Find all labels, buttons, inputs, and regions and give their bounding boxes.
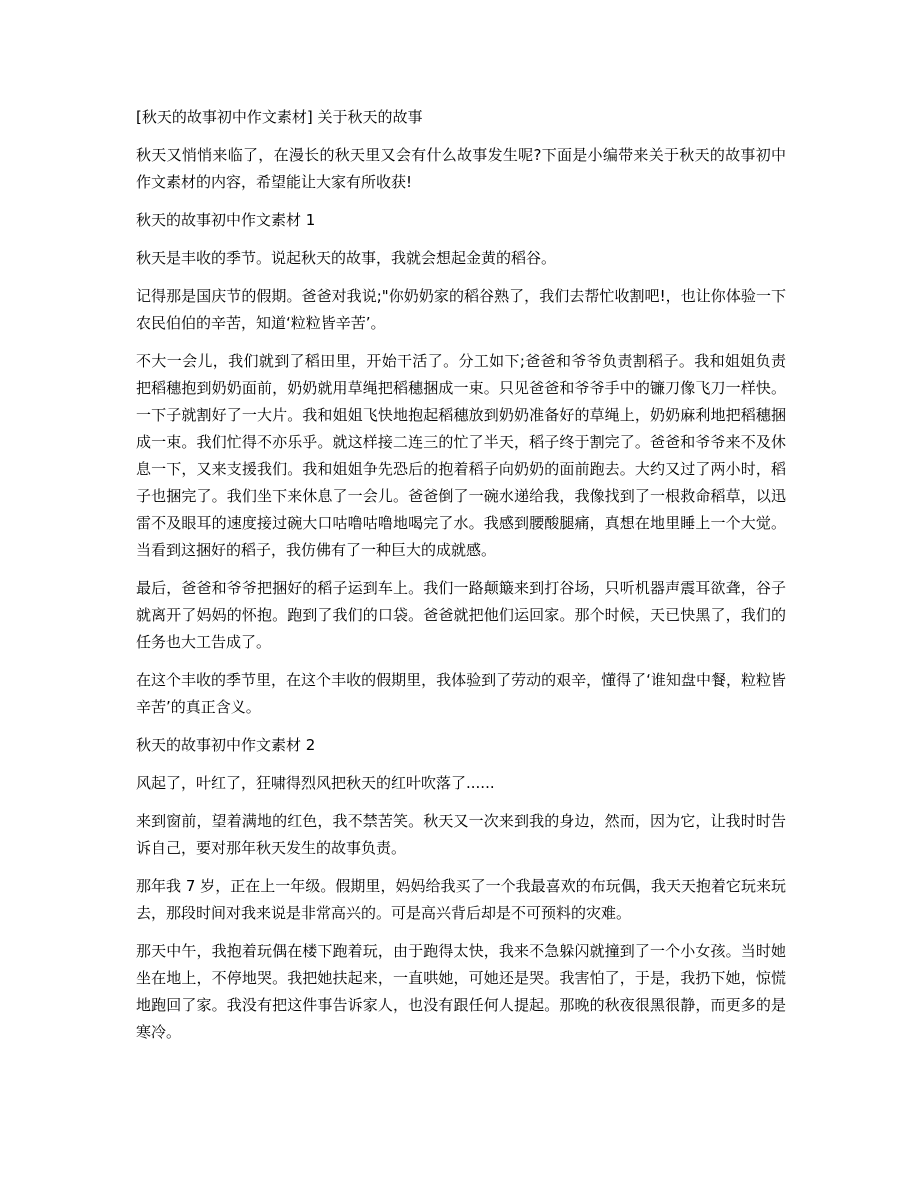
section-1-paragraph: 最后，爸爸和爷爷把捆好的稻子运到车上。我们一路颠簸来到打谷场，只听机器声震耳欲聋，谷子就离开了妈妈的怀抱。跑到了我们的口袋。爸爸就把他们运回家。那个时候，天已快黑了，我们的任务也大工告成了。 [136, 579, 786, 651]
section-1-paragraph: 不大一会儿，我们就到了稻田里，开始干活了。分工如下;爸爸和爷爷负责割稻子。我和姐姐负责把稻穗抱到奶奶面前，奶奶就用草绳把稻穗捆成一束。只见爸爸和爷爷手中的镰刀像飞刀一样快。一下子就割好了一大片。我和姐姐飞快地抱起稻穗放到奶奶准备好的草绳上，奶奶麻利地把稻穗捆成一束。我们忙得不亦乐乎。就这样接二连三的忙了半天，稻子终于割完了。爸爸和爷爷来不及休息一下，又来支援我们。我和姐姐争先恐后的抱着稻子向奶奶的面前跑去。大约又过了两小时，稻子也捆完了。我们坐下来休息了一会儿。爸爸倒了一碗水递给我，我像找到了一根救命稻草，以迅雷不及眼耳的速度接过碗大口咕噜咕噜地喝完了水。我感到腰酸腿痛，真想在地里睡上一个大觉。当看到这捆好的稻子，我仿佛有了一种巨大的成就感。 [136, 352, 786, 559]
section-1-paragraph: 记得那是国庆节的假期。爸爸对我说;"你奶奶家的稻谷熟了，我们去帮忙收割吧!，也让你体验一下农民伯伯的辛苦，知道‘粒粒皆辛苦’。 [136, 287, 786, 332]
document-body [136, 104, 786, 1057]
document-title: [秋天的故事初中作文素材] 关于秋天的故事 [136, 108, 423, 126]
section-1-paragraph: 秋天是丰收的季节。说起秋天的故事，我就会想起金黄的稻谷。 [136, 249, 557, 267]
section-2-paragraph: 风起了，叶红了，狂啸得烈风把秋天的红叶吹落了...... [136, 774, 495, 792]
section-2-heading: 秋天的故事初中作文素材 2 [136, 736, 316, 754]
section-1-heading: 秋天的故事初中作文素材 1 [136, 211, 316, 229]
section-2-paragraph: 那年我 7 岁，正在上一年级。假期里，妈妈给我买了一个我最喜欢的布玩偶，我天天抱着它玩来玩去，那段时间对我来说是非常高兴的。可是高兴背后却是不可预料的灾难。 [136, 877, 786, 922]
intro-paragraph: 秋天又悄悄来临了，在漫长的秋天里又会有什么故事发生呢?下面是小编带来关于秋天的故事初中作文素材的内容，希望能让大家有所收获! [136, 146, 786, 191]
section-2-paragraph: 那天中午，我抱着玩偶在楼下跑着玩，由于跑得太快，我来不急躲闪就撞到了一个小女孩。当时她坐在地上，不停地哭。我把她扶起来，一直哄她，可她还是哭。我害怕了，于是，我扔下她，惊慌地跑回了家。我没有把这件事告诉家人，也没有跟任何人提起。那晚的秋夜很黑很静，而更多的是寒冷。 [136, 942, 786, 1041]
section-1-paragraph: 在这个丰收的季节里，在这个丰收的假期里，我体验到了劳动的艰辛，懂得了‘谁知盘中餐，粒粒皆辛苦’的真正含义。 [136, 671, 786, 716]
section-2-paragraph: 来到窗前，望着满地的红色，我不禁苦笑。秋天又一次来到我的身边，然而，因为它，让我时时告诉自己，要对那年秋天发生的故事负责。 [136, 812, 786, 857]
